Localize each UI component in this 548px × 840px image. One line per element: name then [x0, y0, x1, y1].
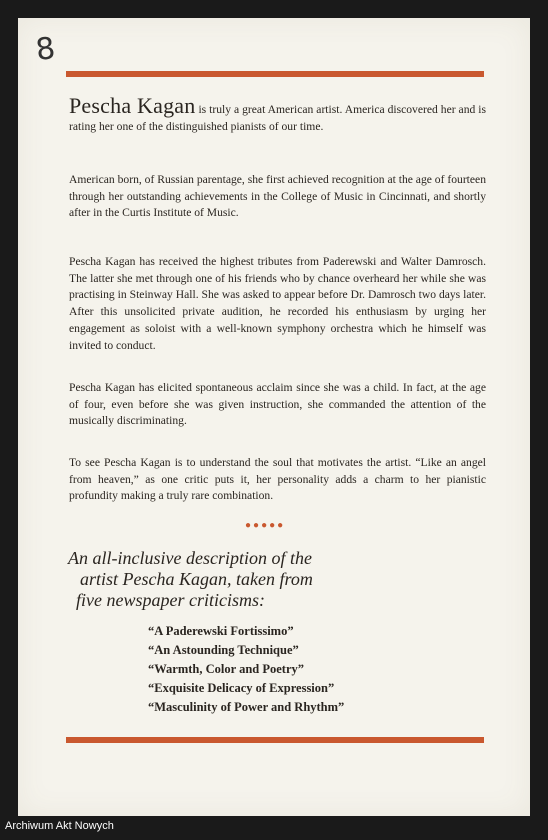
critic-quotes-list — [148, 622, 344, 717]
critic-quote: “An Astounding Technique” — [148, 643, 299, 657]
critic-quote: “Masculinity of Power and Rhythm” — [148, 700, 345, 714]
paragraph-personality: To see Pescha Kagan is to understand the soul that motivates the artist. “Like an angel from heaven,” as one critic puts it, her personality adds a charm to her pianistic profundity making a truly rare combination. — [69, 456, 486, 503]
paragraph-childhood: Pescha Kagan has elicited spontaneous acclaim since she was a child. In fact, at the age of four, even before she was given instruction, she commanded the attention of the musically discriminating. — [69, 381, 486, 428]
bottom-orange-rule — [66, 737, 484, 743]
critic-quote: “Exquisite Delicacy of Expression” — [148, 681, 335, 695]
paragraph-biography: American born, of Russian parentage, she first achieved recognition at the age of fourteen through her outstanding achievements in the College of Music in Cincinnati, and shortly after in the Curtis Institute of Music. — [69, 173, 486, 220]
italic-heading-line: artist Pescha Kagan, taken from — [80, 569, 313, 589]
intro-text: is truly a great American artist. America discovered her and is rating her one of the distinguished pianists of our time. — [69, 103, 486, 133]
critic-quote: “A Paderewski Fortissimo” — [148, 624, 294, 638]
divider-dots: ●●●●● — [245, 520, 286, 531]
critic-quote: “Warmth, Color and Poetry” — [148, 662, 305, 676]
paragraph-intro — [69, 93, 486, 135]
italic-heading-line: five newspaper criticisms: — [76, 590, 265, 610]
artist-name-heading: Pescha Kagan — [69, 93, 196, 118]
archive-footer — [0, 816, 548, 840]
italic-heading — [68, 548, 368, 611]
top-orange-rule — [66, 71, 484, 77]
handwritten-page-number: 8 — [33, 30, 58, 69]
italic-heading-line: An all-inclusive description of the — [68, 548, 312, 568]
paragraph-tributes: Pescha Kagan has received the highest tributes from Paderewski and Walter Damrosch. The latter she met through one of his friends who by chance overheard her while she was practising in Steinway Hall. She was asked to appear before Dr. Damrosch two days later. After this unsolicited private audition, he recorded his enthusiasm by urging her engagement as soloist with a well-known symphony orchestra which he himself was invited to conduct. — [69, 255, 486, 352]
document-page — [18, 18, 530, 816]
archive-name: Archiwum Akt Nowych — [5, 820, 114, 832]
